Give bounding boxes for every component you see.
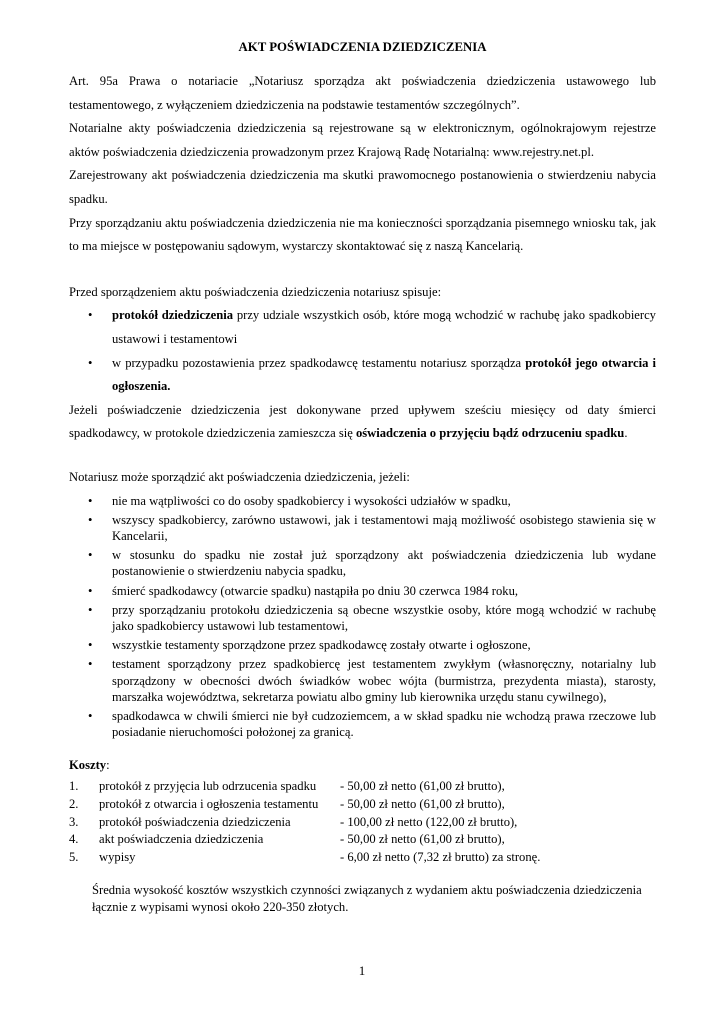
cost-price: - 50,00 zł netto (61,00 zł brutto), xyxy=(340,832,505,847)
cost-number: 1. xyxy=(69,779,79,794)
list-item xyxy=(69,512,656,544)
cost-price: - 50,00 zł netto (61,00 zł brutto), xyxy=(340,796,505,811)
bold-phrase: oświadczenia o przyjęciu bądź odrzuceniu spadku xyxy=(355,426,625,441)
cost-number: 5. xyxy=(69,849,79,864)
list-item xyxy=(69,602,656,634)
item-text: nie ma wątpliwości co do osoby spadkobiercy i wysokości udziałów w spadku, xyxy=(112,493,511,508)
document-page xyxy=(69,38,656,915)
item-text: przy udziale wszystkich osób, które mogą wchodzić w rachubę jako spadkobiercy ustawowi i testamentowi xyxy=(112,308,656,346)
list-item xyxy=(69,304,656,351)
list-item xyxy=(69,656,656,705)
cost-number: 2. xyxy=(69,796,79,811)
bullet-icon: • xyxy=(88,602,93,617)
cost-name: wypisy xyxy=(99,849,136,864)
item-text: spadkodawca w chwili śmierci nie był cudzoziemcem, a w skład spadku nie wchodzą prawa rzeczowe lub posiadanie nieruchomości położonej za granicą. xyxy=(112,708,656,740)
cost-name: protokół z przyjęcia lub odrzucenia spadku xyxy=(99,779,317,794)
bullet-icon: • xyxy=(88,708,93,723)
costs-list xyxy=(69,778,656,866)
cost-price: - 100,00 zł netto (122,00 zł brutto), xyxy=(340,814,518,829)
bold-phrase: protokół dziedziczenia xyxy=(112,308,234,323)
intro-paragraph-4: Przy sporządzaniu aktu poświadczenia dziedziczenia nie ma konieczności sporządzania pisemnego wniosku tak, jak to ma miejsce w postępowaniu sądowym, wystarczy skontaktować się z naszą Kancelarią. xyxy=(69,215,656,254)
note-text: Jeżeli poświadczenie dziedziczenia jest dokonywane przed upływem sześciu miesięcy od daty śmierci spadkodawcy, w protokole dziedziczenia zamieszcza się xyxy=(69,402,656,441)
item-text: przy sporządzaniu protokołu dziedziczenia są obecne wszystkie osoby, które mogą wchodzić w rachubę jako spadkobiercy ustawowi lub testamentowi, xyxy=(112,602,656,633)
list-item xyxy=(69,637,656,653)
item-text: testament sporządzony przez spadkobiercę jest testamentem zwykłym (własnoręczny, notarialny lub sporządzony w obecności dwóch świadków wobec wójta (burmistrza, prezydenta miasta), starosty, marszałka województwa, sekretarza powiatu albo gminy lub kierownika urzędu stanu cywilnego), xyxy=(112,657,656,704)
item-text: w stosunku do spadku nie został już sporządzony akt poświadczenia dziedziczenia lub wydane postanowienie o stwierdzeniu nabycia spadku, xyxy=(112,548,656,579)
cost-price: - 50,00 zł netto (61,00 zł brutto), xyxy=(340,779,505,794)
cost-name: protokół z otwarcia i ogłoszenia testamentu xyxy=(99,796,319,811)
bullet-icon: • xyxy=(88,638,93,653)
item-text: wszystkie testamenty sporządzone przez spadkodawcę zostały otwarte i ogłoszone, xyxy=(112,638,531,653)
list-item xyxy=(69,583,656,599)
before-lead: Przed sporządzeniem aktu poświadczenia dziedziczenia notariusz spisuje: xyxy=(69,284,442,299)
item-text: wszyscy spadkobiercy, zarówno ustawowi, jak i testamentowi mają możliwość osobistego stawienia się w Kancelarii, xyxy=(112,512,656,543)
cost-price: - 6,00 zł netto (7,32 zł brutto) za stronę. xyxy=(340,849,541,864)
item-text: śmierć spadkodawcy (otwarcie spadku) nastąpiła po dniu 30 czerwca 1984 roku, xyxy=(112,583,519,598)
cost-row xyxy=(69,831,656,849)
page-number: 1 xyxy=(358,963,366,978)
conditions-list xyxy=(69,493,656,741)
list-item xyxy=(69,352,656,399)
costs-heading xyxy=(69,756,656,774)
costs-summary: Średnia wysokość kosztów wszystkich czynności związanych z wydaniem aktu poświadczenia dziedziczenia łącznie z wypisami wynosi około 220-350 złotych. xyxy=(92,883,642,914)
intro-paragraph-3: Zarejestrowany akt poświadczenia dziedziczenia ma skutki prawomocnego postanowienia o stwierdzeniu nabycia spadku. xyxy=(69,168,656,206)
document-title: AKT POŚWIADCZENIA DZIEDZICZENIA xyxy=(238,40,487,54)
cost-number: 4. xyxy=(69,832,79,847)
bullet-icon: • xyxy=(88,355,93,370)
item-text: w przypadku pozostawienia przez spadkodawcę testamentu notariusz sporządza xyxy=(112,355,526,370)
cost-row xyxy=(69,849,656,867)
intro-paragraph-2: Notarialne akty poświadczenia dziedziczenia są rejestrowane są w elektronicznym, ogólnokrajowym rejestrze aktów poświadczenia dziedziczenia prowadzonym przez Krajową Radę Notarialną: www.rejestry.net.pl. xyxy=(69,121,656,159)
bullet-icon: • xyxy=(88,657,93,672)
bold-phrase: protokół jego otwarcia i ogłoszenia. xyxy=(112,355,657,394)
list-item xyxy=(69,493,656,509)
before-note xyxy=(69,399,656,446)
costs-title-colon: : xyxy=(106,758,110,773)
intro-paragraph-1: Art. 95a Prawa o notariacie „Notariusz sporządza akt poświadczenia dziedziczenia ustawowego lub testamentowego, z wyłączeniem dziedziczenia na podstawie testamentów szczególnych”. xyxy=(69,74,656,112)
list-item xyxy=(69,547,656,579)
note-end: . xyxy=(624,426,628,441)
list-item xyxy=(69,708,656,740)
bullet-icon: • xyxy=(88,512,93,527)
cost-name: protokół poświadczenia dziedziczenia xyxy=(99,814,291,829)
bullet-icon: • xyxy=(88,493,93,508)
cost-name: akt poświadczenia dziedziczenia xyxy=(99,832,264,847)
costs-title: Koszty xyxy=(69,758,107,773)
cost-row xyxy=(69,796,656,814)
bullet-icon: • xyxy=(88,583,93,598)
cost-row xyxy=(69,814,656,832)
conditions-lead: Notariusz może sporządzić akt poświadczenia dziedziczenia, jeżeli: xyxy=(69,469,410,484)
bullet-icon: • xyxy=(88,548,93,563)
before-list xyxy=(69,304,656,398)
cost-row xyxy=(69,778,656,796)
bullet-icon: • xyxy=(88,308,93,323)
cost-number: 3. xyxy=(69,814,79,829)
